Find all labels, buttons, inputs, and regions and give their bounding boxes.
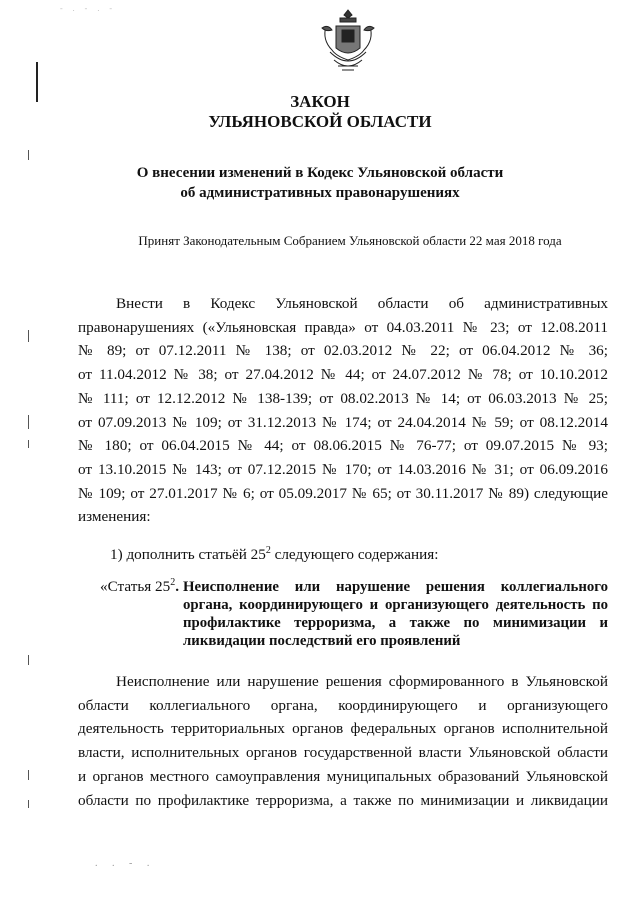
law-title-line2: УЛЬЯНОВСКОЙ ОБЛАСТИ	[208, 112, 432, 131]
scan-margin-mark	[28, 655, 29, 665]
article-body-paragraph	[78, 670, 608, 812]
intro-line: от 13.10.2015 № 143; от 07.12.2015 № 170; от 14.03.2016 № 31; от 06.09.2016	[78, 460, 608, 478]
scan-noise: - . - . -	[60, 4, 116, 13]
item-1-text: 1) дополнить статьёй 25	[110, 546, 266, 563]
scan-noise: . . - .	[95, 858, 156, 869]
scan-margin-mark	[36, 62, 38, 102]
body-line: Неисполнение или нарушение решения сформированного в Ульяновской	[116, 673, 608, 690]
body-line: области по профилактике терроризма, а также по минимизации и ликвидации	[78, 791, 608, 809]
article-label-dot: .	[175, 578, 180, 595]
subject-line2: об административных правонарушениях	[180, 185, 460, 201]
item-1	[110, 546, 438, 564]
body-line: и органов местного самоуправления муниципальных образований Ульяновской	[78, 767, 608, 785]
intro-line: № 180; от 06.04.2015 № 44; от 08.06.2015 № 76-77; от 09.07.2015 № 93;	[78, 437, 608, 455]
law-title-line1: ЗАКОН	[290, 92, 350, 111]
body-line: власти, исполнительных органов государственной власти Ульяновской области	[78, 744, 608, 762]
scan-margin-mark	[28, 150, 29, 160]
intro-line: № 111; от 12.12.2012 № 138-139; от 08.02.2013 № 14; от 06.03.2013 № 25;	[78, 389, 608, 407]
item-1-sup: 2	[265, 544, 271, 556]
article-heading: Неисполнение или нарушение решения коллегиального органа, координирующего и организующего деятельность по профилактике терроризма, а также по минимизации и ликвидации последствий его проявлений	[183, 579, 608, 649]
intro-line: от 07.09.2013 № 109; от 31.12.2013 № 174; от 24.04.2014 № 59; от 08.12.2014	[78, 413, 608, 431]
coat-of-arms-emblem	[320, 8, 376, 80]
intro-line: изменения:	[78, 508, 151, 526]
scan-margin-mark	[28, 800, 29, 808]
intro-line: правонарушениях («Ульяновская правда» от 04.03.2011 № 23; от 12.08.2011	[78, 318, 608, 336]
article-label-text: «Статья 25	[100, 578, 171, 595]
scan-margin-mark	[28, 415, 29, 429]
intro-line: Внести в Кодекс Ульяновской области об административных	[116, 295, 608, 312]
article-label-sup: 2	[170, 576, 176, 588]
scan-margin-mark	[28, 770, 29, 780]
scan-margin-mark	[28, 440, 29, 448]
intro-line: № 109; от 27.01.2017 № 6; от 05.09.2017 № 65; от 30.11.2017 № 89) следующие	[78, 484, 608, 502]
body-line: деятельность территориальных органов федеральных органов исполнительной	[78, 720, 608, 738]
intro-line: № 89; от 07.12.2011 № 138; от 02.03.2012 № 22; от 06.04.2012 № 36;	[78, 342, 608, 360]
intro-paragraph	[78, 292, 608, 529]
adoption-note: Принят Законодательным Собранием Ульяновской области 22 мая 2018 года	[138, 233, 562, 248]
article-label	[100, 578, 179, 596]
subject-line1: О внесении изменений в Кодекс Ульяновской области	[136, 165, 504, 181]
item-1-text-after: следующего содержания:	[270, 546, 439, 563]
scan-margin-mark	[28, 330, 29, 342]
body-line: области коллегиального органа, координирующего и организующего	[78, 696, 608, 714]
intro-line: от 11.04.2012 № 38; от 27.04.2012 № 44; от 24.07.2012 № 78; от 10.10.2012	[78, 366, 608, 384]
